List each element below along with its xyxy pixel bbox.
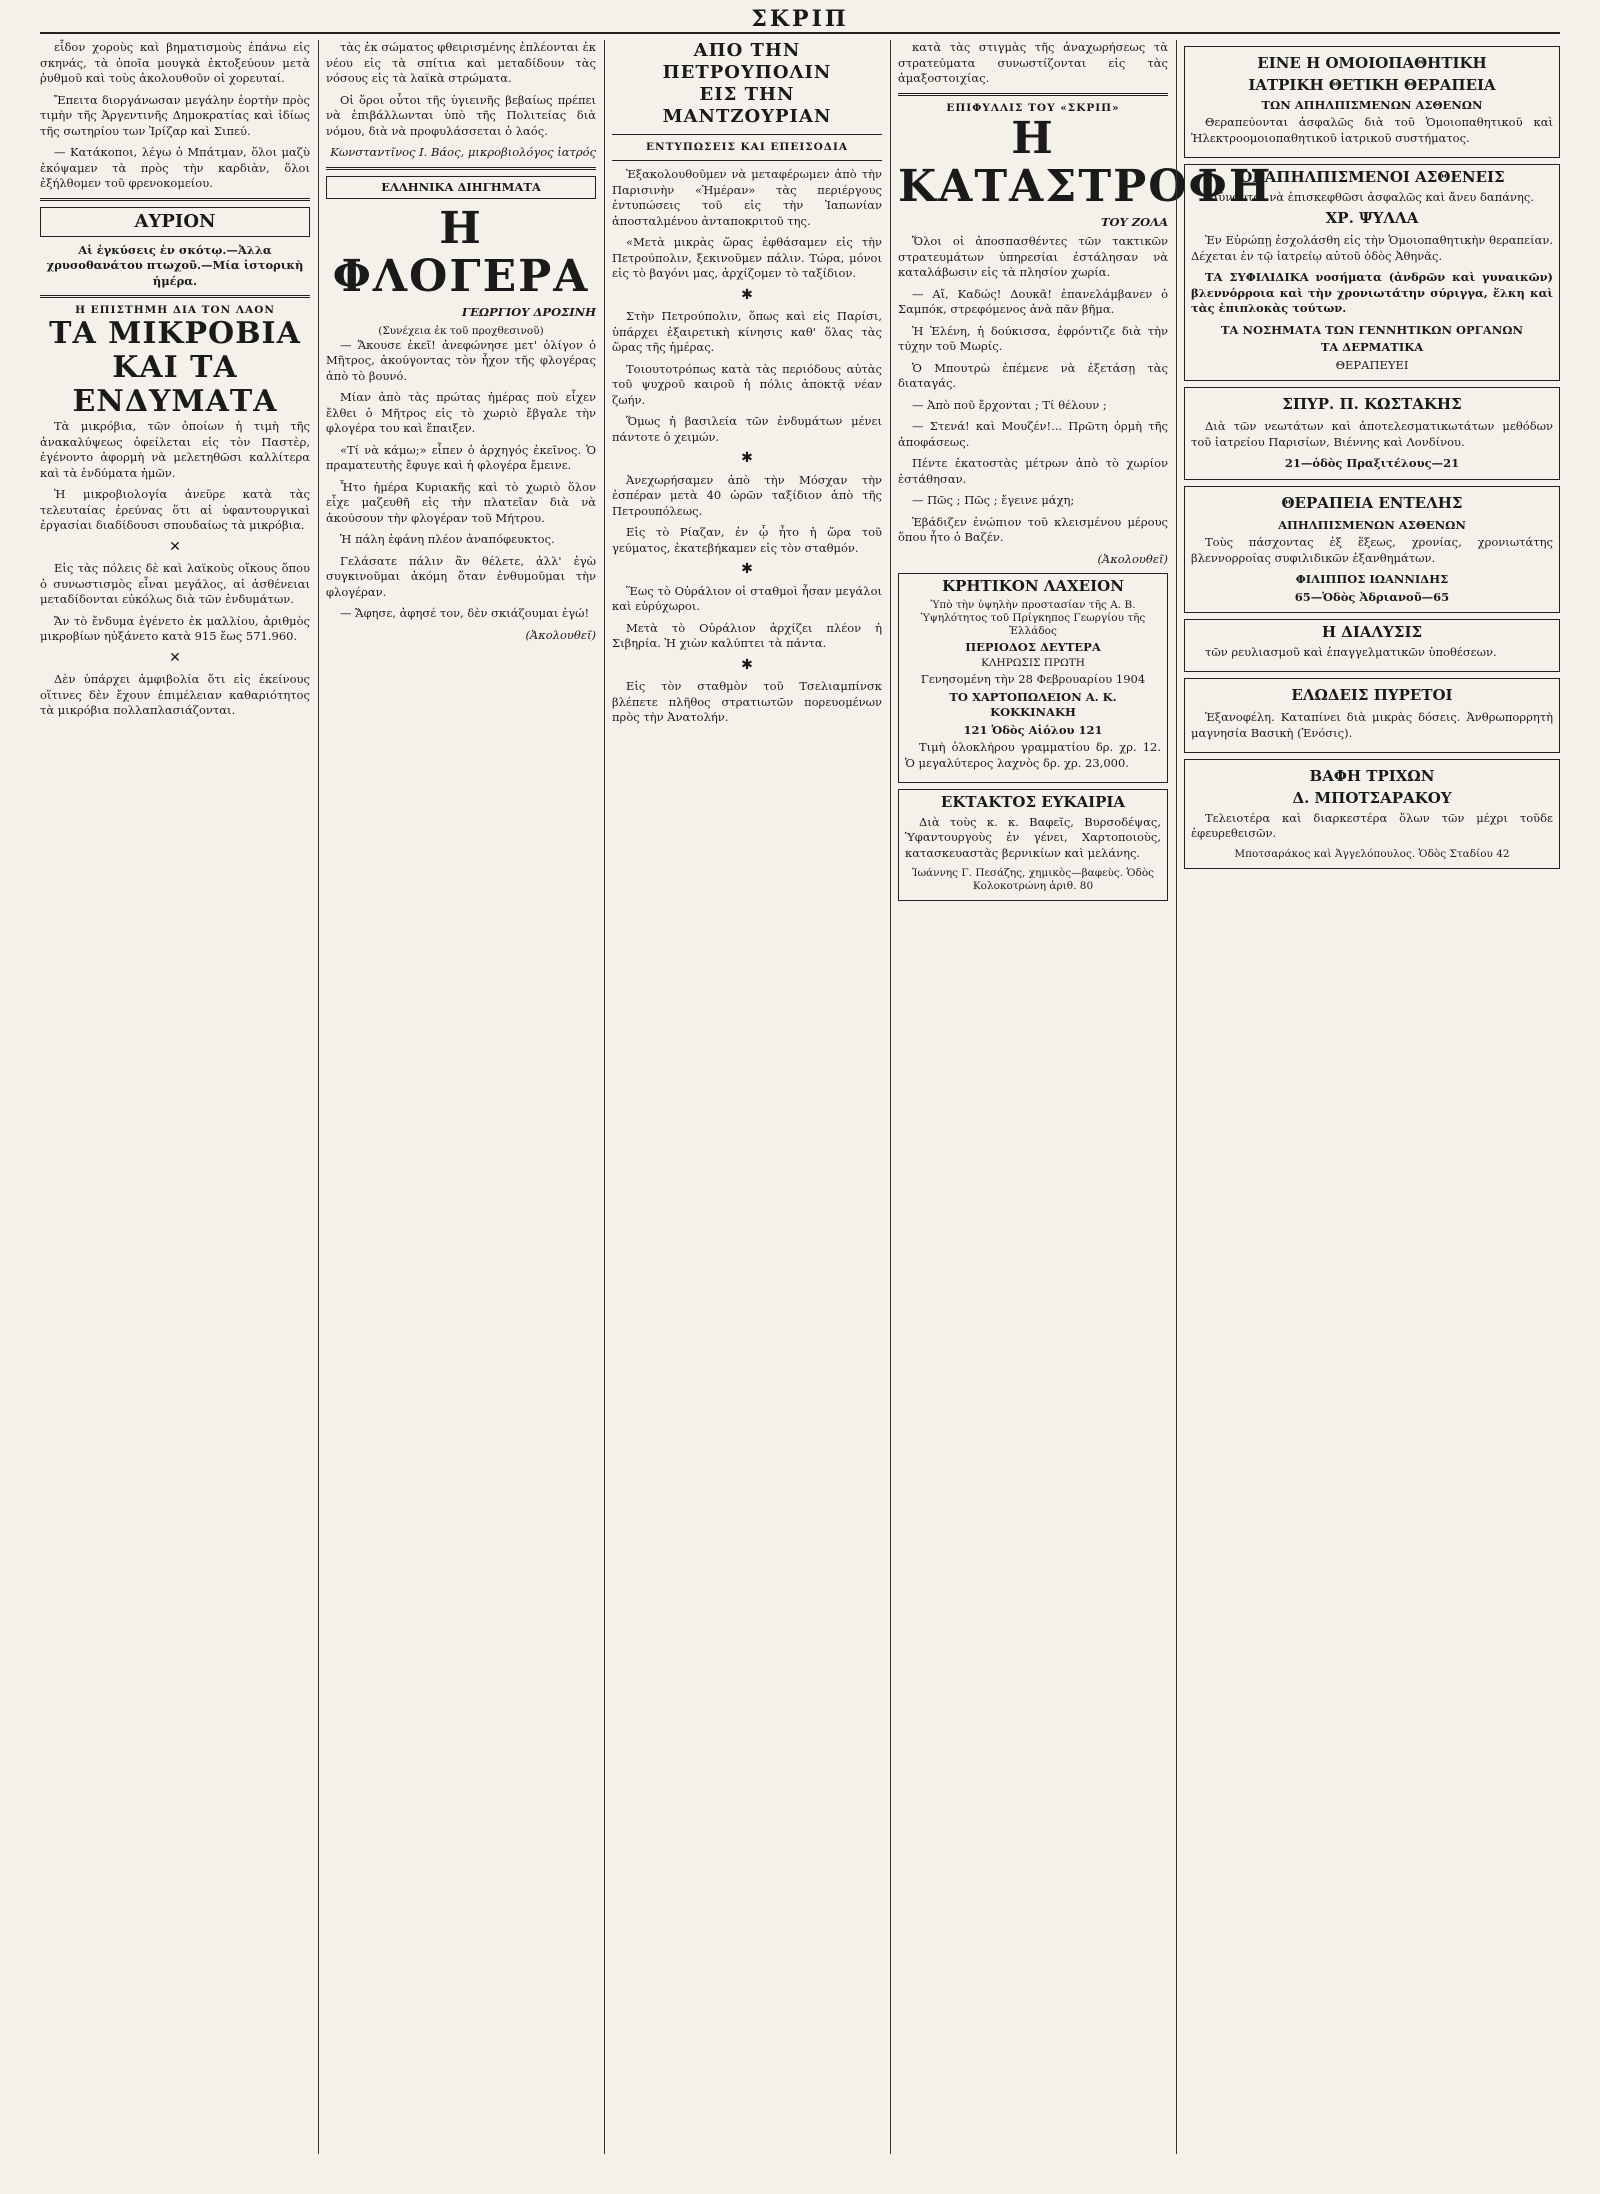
ad-ioannidis	[1184, 486, 1560, 614]
column-divider	[604, 40, 605, 2154]
feuilleton-text: Πέντε ἐκατοστὰς μέτρων ἀπὸ τὸ χωρίον ἐστάθησαν.	[898, 456, 1168, 486]
ad-brand: Δ. ΜΠΟΤΣΑΡΑΚΟΥ	[1292, 789, 1452, 807]
article-text: «Μετὰ μικρὰς ὥρας ἐφθάσαμεν εἰς τὴν Πετρούπολιν, ξεκινοῦμεν πάλιν. Τώρα, μόνοι εἰς τὸ βαγόνι μας, ἀρχίζομεν τὸ ταξίδιον.	[612, 235, 882, 280]
ad-doctor-name: ΧΡ. ΨΥΛΛΑ	[1325, 209, 1419, 227]
feuilleton-heading: ΕΠΙΦΥΛΛΙΣ ΤΟΥ «ΣΚΡΙΠ»	[946, 101, 1120, 114]
ad-hair-dye	[1184, 759, 1560, 869]
story-author: ΓΕΩΡΓΙΟΥ ΔΡΟΣΙΝΗ	[461, 305, 596, 319]
column-5	[1184, 40, 1560, 2154]
ad-kostakis	[1184, 387, 1560, 480]
story-text: Γελάσατε πάλιν ἂν θέλετε, ἀλλ' ἐγὼ συγκινοῦμαι ἀκόμη ὅταν ἐνθυμοῦμαι τὴν φλογέραν.	[326, 553, 596, 599]
ad-address: 121 Ὁδὸς Αἰόλου 121	[963, 722, 1103, 737]
ad-body: Τελειοτέρα καὶ διαρκεστέρα ὅλων τῶν μέχρι τοῦδε ἐφευρεθεισῶν.	[1191, 810, 1553, 840]
story-text: Ἡ πάλη ἐφάνη πλέον ἀναπόφευκτος.	[340, 532, 555, 546]
article-text: Ἔπειτα διοργάνωσαν μεγάλην ἑορτὴν πρὸς τιμὴν τῆς Ἀργεντινῆς Δημοκρατίας καὶ ἰδίως τῆς σωτηρίου των Ἰρίζαρ καὶ Σιπεύ.	[40, 92, 310, 138]
tomorrow-subheading: Αἱ ἐγκύσεις ἐν σκότῳ.—Ἀλλα χρυσοθανάτου πτωχοῦ.—Μία ἱστορικὴ ἡμέρα.	[46, 242, 304, 288]
ad-opportunity	[898, 789, 1168, 901]
article-text: — Κατάκοποι, λέγω ὁ Μπάτμαν, ὅλοι μαζὺ ἐκόψαμεν τὰ πρὸς τὴν καρδιὰν, ὅλοι ἐξήλθομεν τοῦ φρενοκομείου.	[40, 145, 310, 190]
story-text: «Τί νὰ κάμω;» εἶπεν ὁ ἀρχηγός ἐκεῖνος. Ὁ πραματευτὴς ἔφυγε καὶ ἡ φλογέρα ἔμεινε.	[326, 442, 596, 472]
ad-address: 21—ὁδὸς Πραξιτέλους—21	[1284, 456, 1460, 470]
article-signature: Κωνσταντῖνος Ι. Βάος, μικροβιολόγος ἰατρός	[330, 145, 596, 159]
article-text: Ἡ μικροβιολογία ἀνεῦρε κατὰ τὰς τελευταίας ἐρεύνας ὅτι αἱ ὑφαντουργικαὶ ἐργασίαι διαδίδουσι σπουδαίως τὰ μικρόβια.	[40, 487, 310, 532]
separator-icon: ✱	[741, 450, 753, 466]
ad-title-2: ΙΑΤΡΙΚΗ ΘΕΤΙΚΗ ΘΕΡΑΠΕΙΑ	[1248, 76, 1496, 94]
article-text: εἶδον χοροὺς καὶ βηματισμοὺς ἐπάνω εἰς σκηνάς, τὰ ὁποῖα μουγκὰ ἐκτοξεύουν μετὰ ῥυθμοῦ καὶ τοὺς ἀκολουθοῦν οἱ χορευταί.	[40, 40, 310, 85]
article-text: Ἕως τὸ Οὐράλιον οἱ σταθμοὶ ἦσαν μεγάλοι καὶ εὐρύχωροι.	[612, 583, 882, 613]
ad-title: ΕΛΩΔΕΙΣ ΠΥΡΕΤΟΙ	[1291, 686, 1453, 704]
ad-doctor-name: ΣΠΥΡ. Π. ΚΩΣΤΑΚΗΣ	[1282, 395, 1462, 413]
feuilleton-text: — Αἴ, Καδώς! Δουκᾶ! ἐπανελάμβανεν ὁ Σαμπόκ, στρεφόμενος ἀνὰ πᾶν βῆμα.	[898, 286, 1168, 316]
article-text: τὰς ἐκ σώματος φθειρισμένης ἐπλέονται ἐκ νέου εἰς τὰ σπίτια καὶ μεταδίδουν τὰς νόσους εἰς τὰ λαϊκὰ στρώματα.	[326, 40, 596, 85]
separator-icon: ✱	[741, 561, 753, 577]
article-text: Εἰς τὰς πόλεις δὲ καὶ λαϊκοὺς οἴκους ὅπου ὁ συνωστισμὸς εἶναι μεγάλος, αἱ ἀσθένειαι μεταδίδονται εὐκόλως διὰ τῶν ἐνδυμάτων.	[40, 561, 310, 606]
article-text: Τοιουτοτρόπως κατὰ τὰς περιόδους αὐτὰς τοῦ ψυχροῦ καιροῦ ἡ πόλις ἀποκτᾷ νέαν ζωήν.	[612, 361, 882, 407]
story-continuation: (Συνέχεια ἐκ τοῦ προχθεσινοῦ)	[378, 324, 544, 337]
ad-title: ΕΙΝΕ Η ΟΜΟΙΟΠΑΘΗΤΙΚΗ	[1257, 54, 1487, 72]
story-title: Η ΦΛΟΓΕΡΑ	[332, 203, 590, 302]
science-section-heading: Η ΕΠΙΣΤΗΜΗ ΔΙΑ ΤΟΝ ΛΑΟΝ	[75, 304, 275, 316]
science-title-2: ΚΑΙ ΤΑ ΕΝΔΥΜΑΤΑ	[72, 350, 278, 419]
ad-title: ΚΡΗΤΙΚΟΝ ΛΑΧΕΙΟΝ	[942, 577, 1124, 595]
column-3	[612, 40, 882, 2154]
ad-address: 65—Ὁδὸς Ἀδριανοῦ—65	[1294, 589, 1450, 604]
article-text: Ἐξακολουθοῦμεν νὰ μεταφέρωμεν ἀπὸ τὴν Παρισινὴν «Ἡμέραν» τὰς περιέργους ἐντυπώσεις τοῦ εἰς τὴν Ἰαπωνίαν ἀποσταλμένου ἀνταποκριτοῦ της.	[612, 167, 882, 228]
feuilleton-continued-note: (Ἀκολουθεῖ)	[1097, 551, 1168, 566]
article-text: Ἀνεχωρήσαμεν ἀπὸ τὴν Μόσχαν τὴν ἐσπέραν μετὰ 40 ὡρῶν ταξίδιον ἀπὸ τῆς Πετρουπόλεως.	[612, 472, 882, 518]
column-2	[326, 40, 596, 2154]
ad-title: ΕΚΤΑΚΤΟΣ ΕΥΚΑΙΡΙΑ	[940, 793, 1126, 811]
article-title-2: ΕΙΣ ΤΗΝ ΜΑΝΤΖΟΥΡΙΑΝ	[662, 84, 832, 127]
separator-icon: ✕	[169, 649, 181, 666]
separator-icon: ✱	[741, 286, 753, 303]
story-text: Μίαν ἀπὸ τὰς πρώτας ἡμέρας ποὺ εἶχεν ἔλθει ὁ Μῆτρος εἰς τὸ χωριὸ ἔβγαλε τὴν φλογέρα του καὶ ἔπαιξεν.	[326, 390, 596, 435]
ad-address: Μποτσαράκος καὶ Ἀγγελόπουλος. Ὁδὸς Σταδίου 42	[1234, 847, 1510, 860]
feuilleton-text: Ἡ Ἑλένη, ἡ δούκισσα, ἐφρόντιζε διὰ τὴν τύχην τοῦ Μωρίς.	[898, 323, 1168, 353]
column-divider	[1176, 40, 1177, 2154]
ad-cretan-lottery	[898, 573, 1168, 783]
article-subtitle: ΕΝΤΥΠΩΣΕΙΣ ΚΑΙ ΕΠΕΙΣΟΔΙΑ	[645, 141, 849, 153]
ad-body: Ἐξανοφέλη. Καταπίνει διὰ μικρὰς δόσεις. Ἀνθρωπορρητὴ μαγνησία Βασικὴ (Ἐνόσις).	[1191, 710, 1553, 740]
ad-line: ΘΕΡΑΠΕΥΕΙ	[1335, 357, 1409, 372]
science-title: ΤΑ ΜΙΚΡΟΒΙΑ	[49, 316, 301, 351]
ad-title: ΟΙ ΑΠΗΛΠΙΣΜΕΝΟΙ ΑΣΘΕΝΕΙΣ	[1239, 168, 1505, 186]
ad-body: Θεραπεύονται ἀσφαλῶς διὰ τοῦ Ὁμοιοπαθητικοῦ καὶ Ἠλεκτροομοιοπαθητικοῦ ἰατρικοῦ συστήματος.	[1191, 115, 1553, 145]
ad-body: Ἐν Εὐρώπῃ ἐσχολάσθη εἰς τὴν Ὁμοιοπαθητικὴν θεραπείαν. Δέχεται ἐν τῷ ἰατρείῳ αὐτοῦ ὁδὸς Ἀθηνᾶς.	[1191, 233, 1553, 263]
ad-shop: ΤΟ ΧΑΡΤΟΠΩΛΕΙΟΝ Α. Κ. ΚΟΚΚΙΝΑΚΗ	[949, 689, 1117, 719]
ad-subtitle: ΑΠΗΛΠΙΣΜΕΝΩΝ ΑΣΘΕΝΩΝ	[1278, 517, 1466, 532]
article-text: Τὰ μικρόβια, τῶν ὁποίων ἡ τιμὴ τῆς ἀνακαλύψεως ὀφείλεται εἰς τὸν Παστὲρ, ἐγένοντο ἀφορμὴ νὰ μελετηθῶσι καλλίτερα καὶ τὰ ἐνδύματα ἡμῶν.	[40, 419, 310, 480]
feuilleton-text: Ὅλοι οἱ ἀποσπασθέντες τῶν τακτικῶν στρατευμάτων ὑπηρεσίαι ἐστάλησαν νὰ καταλάβωσιν εἰς τὰ πλησίον χωρία.	[898, 234, 1168, 279]
ad-subtitle: Ὑπὸ τὴν ὑψηλὴν προστασίαν τῆς Α. Β. Ὑψηλότητος τοῦ Πρίγκηπος Γεωργίου τῆς Ἑλλάδος	[920, 598, 1146, 637]
ad-title: Η ΔΙΑΛΥΣΙΣ	[1321, 623, 1423, 641]
column-1	[40, 40, 310, 2154]
article-text: Ἄν τὸ ἔνδυμα ἐγένετο ἐκ μαλλίου, ἀριθμὸς μικροβίων ηὐξάνετο κατὰ 915 ἔως 571.960.	[40, 613, 310, 643]
separator-icon: ✱	[741, 656, 753, 673]
ad-body: τῶν ρευλιασμοῦ καὶ ἐπαγγελματικῶν ὑποθέσεων.	[1205, 644, 1497, 659]
feuilleton-author: ΤΟΥ ΖΟΛΑ	[1100, 214, 1168, 229]
column-divider	[890, 40, 891, 2154]
ad-dissolution	[1184, 619, 1560, 672]
article-title: ΑΠΟ ΤΗΝ ΠΕΤΡΟΥΠΟΛΙΝ	[662, 40, 832, 83]
story-text: — Ἄκουσε ἐκεῖ! ἀνεφώνησε μετ' ὀλίγον ὁ Μῆτρος, ἀκούγοντας τὸν ἦχον τῆς φλογέρας ἀπὸ τὸ βουνό.	[326, 337, 596, 383]
story-text: — Ἄφησε, ἀφησέ τον, δὲν σκιάζουμαι ἐγώ!	[340, 606, 590, 620]
stories-section-heading: ΕΛΛΗΝΙΚΑ ΔΙΗΓΗΜΑΤΑ	[326, 176, 596, 200]
tomorrow-heading: ΑΥΡΙΟΝ	[40, 207, 310, 237]
article-text: Στὴν Πετρούπολιν, ὅπως καὶ εἰς Παρίσι, ὑπάρχει ἐξαιρετικὴ κίνησις καθ' ὅλας τὰς ὥρας τῆς ἡμέρας.	[612, 309, 882, 354]
article-text: Μετὰ τὸ Οὐράλιον ἀρχίζει πλέον ἡ Σιβηρία. Ἡ χιὼν καλύπτει τὰ πάντα.	[612, 620, 882, 650]
ad-homeopathy	[1184, 46, 1560, 158]
article-text: Οἱ ὅροι οὗτοι τῆς ὑγιεινῆς βεβαίως πρέπει νὰ ἐπιβάλλωνται ὑπὸ τῆς Πολιτείας διὰ νόμου, διὰ νὰ προφυλάσσεται ὁ λαός.	[326, 92, 596, 138]
header-rule	[40, 32, 1560, 34]
ad-signature: Ἰωάννης Γ. Πεσάζης, χημικὸς—βαφεὺς. Ὁδὸς Κολοκοτρώνη ἀριθ. 80	[911, 867, 1155, 892]
feuilleton-text: Ἐβάδιζεν ἐνώπιον τοῦ κλεισμένου μέρους ὅπου ἦτο ὁ Βαζέν.	[898, 514, 1168, 544]
story-continued-note: (Ἀκολουθεῖ)	[525, 627, 596, 642]
feuilleton-text: Ὁ Μπουτρὼ ἐπέμενε νὰ ἐξετάσῃ τὰς διαταγάς.	[898, 360, 1168, 390]
ad-line: Δύνανται νὰ ἐπισκεφθῶσι ἀσφαλῶς καὶ ἄνευ δαπάνης.	[1209, 189, 1535, 204]
feuilleton-text: — Ἀπὸ ποῦ ἔρχονται ; Τί θέλουν ;	[912, 397, 1107, 412]
article-text: κατὰ τὰς στιγμὰς τῆς ἀναχωρήσεως τὰ στρατεύματα συνωστίζονται εἰς τὰς ἁμαξοστοιχίας.	[898, 40, 1168, 85]
ad-body: Διὰ τοὺς κ. κ. Βαφεῖς, Βυρσοδέψας, Ὑφαντουργοὺς ἐν γένει, Χαρτοποιοὺς, κατασκευαστὰς βερνικίων καὶ μελάνης.	[905, 814, 1161, 860]
ad-body: Τιμὴ ὁλοκλήρου γραμματίου δρ. χρ. 12. Ὁ μεγαλύτερος λαχνὸς δρ. χρ. 23,000.	[905, 740, 1161, 770]
ad-doctor-name: ΦΙΛΙΠΠΟΣ ΙΩΑΝΝΙΔΗΣ	[1295, 572, 1449, 586]
ad-line: ΤΑ ΔΕΡΜΑΤΙΚΑ	[1320, 340, 1424, 354]
ad-body: Διὰ τῶν νεωτάτων καὶ ἀποτελεσματικωτάτων μεθόδων τοῦ ἰατρείου Παρισίων, Βιέννης καὶ Λονδίνου.	[1191, 419, 1553, 449]
ad-subtitle: ΤΩΝ ΑΠΗΛΠΙΣΜΕΝΩΝ ΑΣΘΕΝΩΝ	[1261, 97, 1483, 112]
ad-title: ΘΕΡΑΠΕΙΑ ΕΝΤΕΛΗΣ	[1281, 493, 1463, 512]
ad-line: ΤΑ ΝΟΣΗΜΑΤΑ ΤΩΝ ΓΕΝΝΗΤΙΚΩΝ ΟΡΓΑΝΩΝ	[1221, 322, 1523, 337]
feuilleton-text: — Στενά! καὶ Μουζέν!... Πρῶτη ὁρμὴ τῆς ἀποφάσεως.	[898, 419, 1168, 449]
ad-date: Γενησομένη τὴν 28 Φεβρουαρίου 1904	[920, 672, 1146, 686]
story-text: Ἦτο ἡμέρα Κυριακῆς καὶ τὸ χωριὸ ὅλον εἶχε μαζευθῆ εἰς τὴν πλατεῖαν διὰ νὰ ἀκούσουν τὴν φλογέραν τοῦ Μήτρου.	[326, 479, 596, 525]
feuilleton-text: — Πῶς ; Πῶς ; ἔγεινε μάχη;	[912, 493, 1075, 507]
article-text: Ὅμως ἡ βασιλεία τῶν ἐνδυμάτων μένει πάντοτε ὁ χειμών.	[612, 414, 882, 444]
ad-body: ΤΑ ΣΥΦΙΛΙΔΙΚΑ νοσήματα (ἀνδρῶν καὶ γυναικῶν) βλεννόρροια καὶ τὴν χρονιωτάτην σύριγγα, ἕλκη καὶ τὰς ἐπιπλοκὰς τούτων.	[1191, 270, 1553, 315]
column-4	[898, 40, 1273, 2154]
ad-draw: ΚΛΗΡΩΣΙΣ ΠΡΩΤΗ	[981, 657, 1085, 669]
article-text: Εἰς τὸ Ρίαζαν, ἐν ᾧ ἦτο ἡ ὥρα τοῦ γεύματος, ἐκατεβήκαμεν εἰς τὸν σταθμόν.	[612, 525, 882, 555]
article-text: Εἰς τὸν σταθμὸν τοῦ Τσελιαμπίνσκ βλέπετε πλῆθος στρατιωτῶν πορευομένων πρὸς τὴν Ἀνατολήν.	[612, 679, 882, 724]
feuilleton-title: Η ΚΑΤΑΣΤΡΟΦΗ	[898, 112, 1273, 212]
ad-fevers	[1184, 678, 1560, 753]
column-divider	[318, 40, 319, 2154]
ad-period: ΠΕΡΙΟΔΟΣ ΔΕΥΤΕΡΑ	[965, 639, 1101, 654]
article-text: Δὲν ὑπάρχει ἀμφιβολία ὅτι εἰς ἐκείνους οἵτινες δὲν ἔχουν ἐπιμέλειαν καθαριότητος τὰ μικρόβια πολλαπλασιάζονται.	[40, 672, 310, 717]
ad-title: ΒΑΦΗ ΤΡΙΧΩΝ	[1309, 767, 1435, 785]
ad-body: Τοὺς πάσχοντας ἐξ ἕξεως, χρονίας, χρονιωτάτης βλεννορροίας συφιλιδικῶν ἐξανθημάτων.	[1191, 535, 1553, 565]
separator-icon: ✕	[169, 538, 181, 555]
masthead: ΣΚΡΙΠ	[751, 6, 849, 32]
ad-psyllas	[1184, 164, 1560, 381]
